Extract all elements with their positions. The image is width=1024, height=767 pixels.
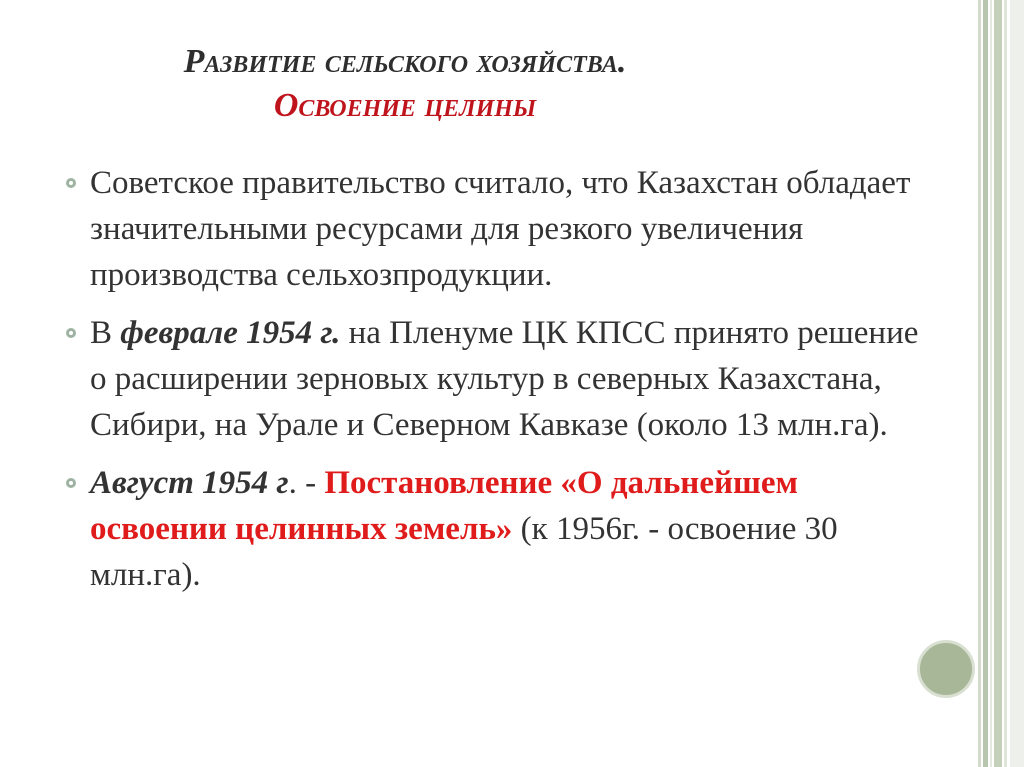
decor-circle (917, 640, 975, 698)
bullet-marker-icon (66, 328, 76, 338)
decor-stripe (990, 0, 992, 767)
decor-stripe (1010, 0, 1024, 767)
bullet-text: Советское правительство считало, что Казахстан обладает значительными ресурсами для резкого увеличения производства сельхозпродукции. (90, 165, 911, 293)
decor-stripe (1004, 0, 1007, 767)
decor-stripe (983, 0, 988, 767)
title-line-1: Развитие сельского хозяйства. (183, 43, 627, 80)
title-line-2: Освоение целины (273, 87, 537, 124)
slide-title (80, 40, 730, 128)
bullet-item (62, 160, 922, 298)
bullet-emphasis: феврале 1954 г. (120, 315, 341, 351)
bullet-emphasis: Август 1954 г (90, 465, 289, 501)
bullet-lead: В (90, 315, 121, 351)
bullet-separator: . - (288, 465, 325, 501)
decor-stripe (994, 0, 1002, 767)
bullet-highlight: Постановление «О дальнейшем освоении целинных земель» (90, 465, 798, 547)
bullet-rest: на Пленуме ЦК КПСС принято решение о расширении зерновых культур в северных Казахстана, Сибири, на Урале и Северном Кавказе (около 13 млн.га). (90, 315, 919, 443)
bullet-item (62, 310, 922, 448)
bullet-item (62, 460, 922, 598)
bullet-list (62, 160, 922, 610)
bullet-marker-icon (66, 178, 76, 188)
bullet-rest: (к 1956г. - освоение 30 млн.га). (90, 511, 838, 593)
decor-stripe (978, 0, 981, 767)
bullet-marker-icon (66, 478, 76, 488)
